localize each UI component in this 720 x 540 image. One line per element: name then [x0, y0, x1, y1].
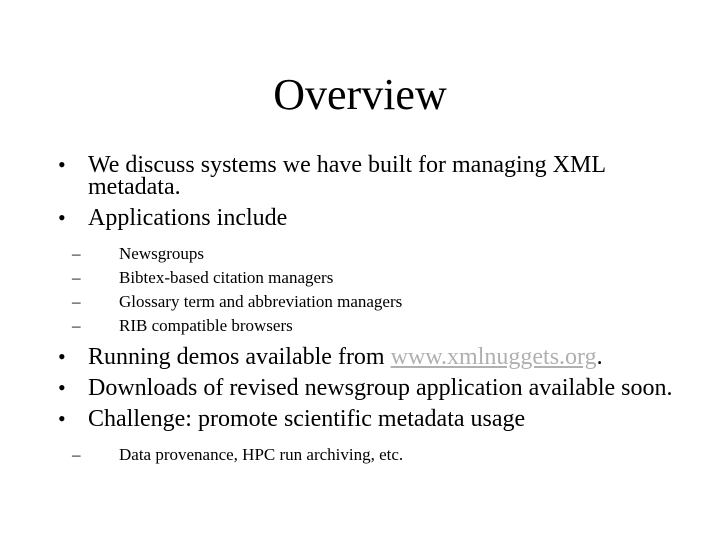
bullet-item [58, 207, 678, 229]
sub-bullet-item [58, 290, 678, 314]
sub-bullet-text: RIB compatible browsers [119, 316, 293, 335]
sub-bullet-text: Newsgroups [119, 244, 204, 263]
sub-bullet-item [58, 314, 678, 338]
dash-marker: – [72, 292, 81, 311]
bullet-text-after-link: . [596, 344, 603, 370]
bullet-marker: • [58, 205, 66, 230]
sub-bullet-item [58, 242, 678, 266]
bullet-item [58, 408, 678, 430]
slide-title: Overview [273, 70, 447, 119]
bullet-marker: • [58, 375, 66, 400]
bullet-marker: • [58, 152, 66, 177]
bullet-text-before-link: Running demos available from [88, 344, 391, 370]
dash-marker: – [72, 316, 81, 335]
sub-bullet-item [58, 443, 678, 467]
bullet-item [58, 154, 678, 198]
dash-marker: – [72, 445, 81, 464]
bullet-item [58, 377, 678, 399]
bullet-marker: • [58, 344, 66, 369]
sub-bullet-text: Glossary term and abbreviation managers [119, 292, 403, 311]
bullet-text: Challenge: promote scientific metadata usage [88, 406, 526, 432]
dash-marker: – [72, 244, 81, 263]
sub-bullet-text: Bibtex-based citation managers [119, 268, 334, 287]
bullet-item [58, 346, 678, 368]
sub-bullet-item [58, 266, 678, 290]
xmlnuggets-link[interactable]: www.xmlnuggets.org [390, 344, 597, 370]
bullet-marker: • [58, 406, 66, 431]
sub-bullet-text: Data provenance, HPC run archiving, etc. [119, 445, 404, 464]
bullet-text: Applications include [88, 205, 288, 231]
dash-marker: – [72, 268, 81, 287]
slide-body [58, 154, 678, 467]
bullet-text: We discuss systems we have built for managing XML metadata. [88, 152, 606, 200]
bullet-text: Downloads of revised newsgroup application available soon. [88, 375, 673, 401]
